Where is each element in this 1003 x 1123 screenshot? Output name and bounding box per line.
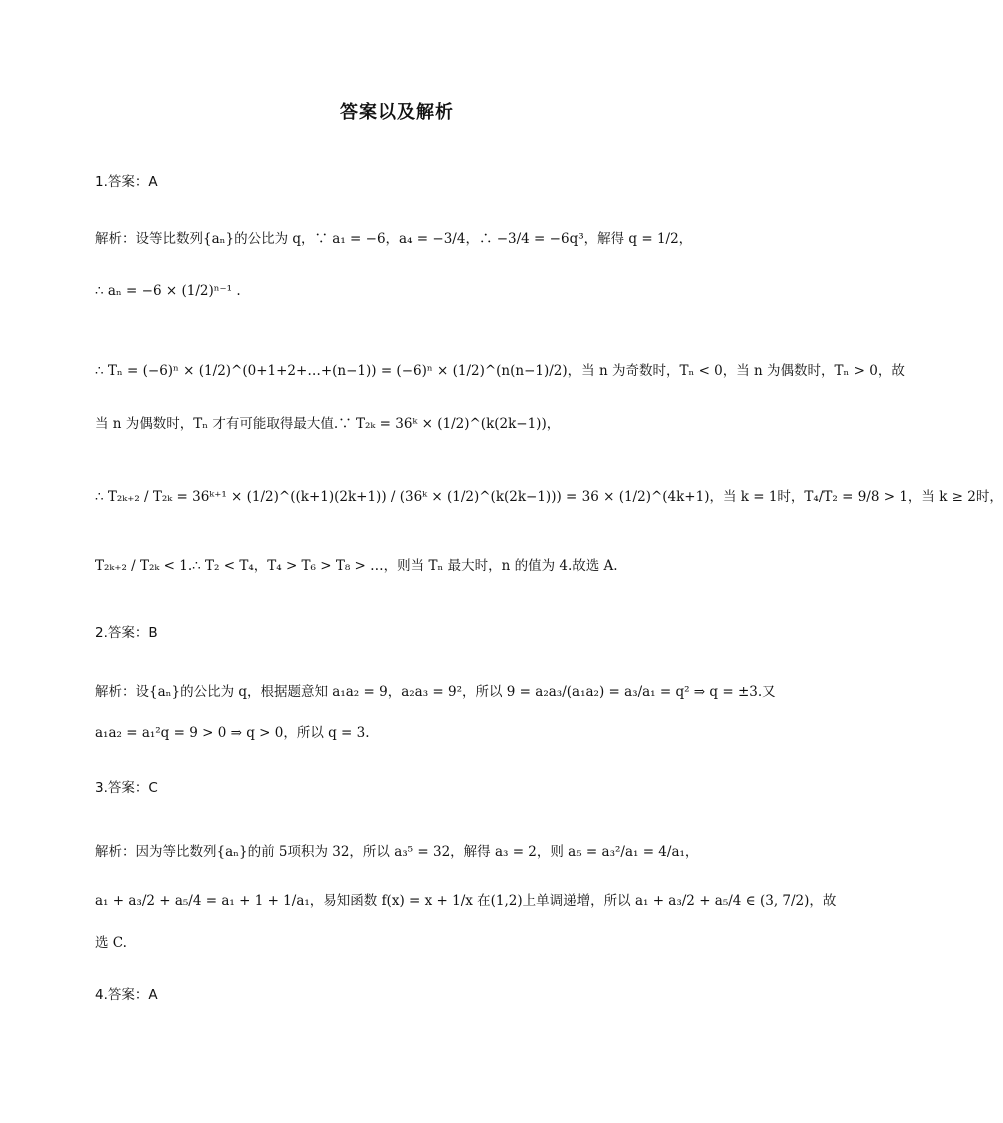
q1-solution-line-2: ∴ aₙ = −6 × (1/2)ⁿ⁻¹ .	[95, 283, 241, 299]
q4-answer: 4.答案：A	[95, 987, 158, 1003]
q1-solution-line-5: ∴ T₂ₖ₊₂ / T₂ₖ = 36ᵏ⁺¹ × (1/2)^((k+1)(2k+1)) / (36ᵏ × (1/2)^(k(2k−1))) = 36 × (1/2)^(4k+1)，当 k = 1时，T₄/T₂ = 9/8 > 1，当 k ≥ 2时，	[95, 489, 1003, 505]
q3-solution-line-3: 选 C.	[95, 935, 127, 951]
page-title: 答案以及解析	[340, 102, 454, 123]
q2-solution-line-2: a₁a₂ = a₁²q = 9 > 0 ⇒ q > 0，所以 q = 3.	[95, 725, 370, 741]
q1-solution-line-4: 当 n 为偶数时，Tₙ 才有可能取得最大值.∵ T₂ₖ = 36ᵏ × (1/2)^(k(2k−1))，	[95, 416, 561, 432]
q1-solution-line-6: T₂ₖ₊₂ / T₂ₖ < 1.∴ T₂ < T₄，T₄ > T₆ > T₈ > …，则当 Tₙ 最大时，n 的值为 4.故选 A.	[95, 558, 618, 574]
q1-answer: 1.答案：A	[95, 174, 158, 190]
q2-answer: 2.答案：B	[95, 625, 158, 641]
q1-solution-line-3: ∴ Tₙ = (−6)ⁿ × (1/2)^(0+1+2+…+(n−1)) = (−6)ⁿ × (1/2)^(n(n−1)/2)，当 n 为奇数时，Tₙ < 0，当 n 为偶数时，Tₙ > 0，故	[95, 363, 905, 379]
q2-solution-line-1: 解析：设{aₙ}的公比为 q，根据题意知 a₁a₂ = 9，a₂a₃ = 9²，所以 9 = a₂a₃/(a₁a₂) = a₃/a₁ = q² ⇒ q = ±3.又	[95, 684, 776, 700]
q1-solution-line-1: 解析：设等比数列{aₙ}的公比为 q，∵ a₁ = −6，a₄ = −3/4，∴ −3/4 = −6q³，解得 q = 1/2，	[95, 231, 693, 247]
q3-solution-line-2: a₁ + a₃/2 + a₅/4 = a₁ + 1 + 1/a₁，易知函数 f(x) = x + 1/x 在(1,2)上单调递增，所以 a₁ + a₃/2 + a₅/4 ∈ (3, 7/2)，故	[95, 893, 837, 909]
q3-answer: 3.答案：C	[95, 780, 158, 796]
q3-solution-line-1: 解析：因为等比数列{aₙ}的前 5项积为 32，所以 a₃⁵ = 32，解得 a₃ = 2，则 a₅ = a₃²/a₁ = 4/a₁，	[95, 844, 699, 860]
